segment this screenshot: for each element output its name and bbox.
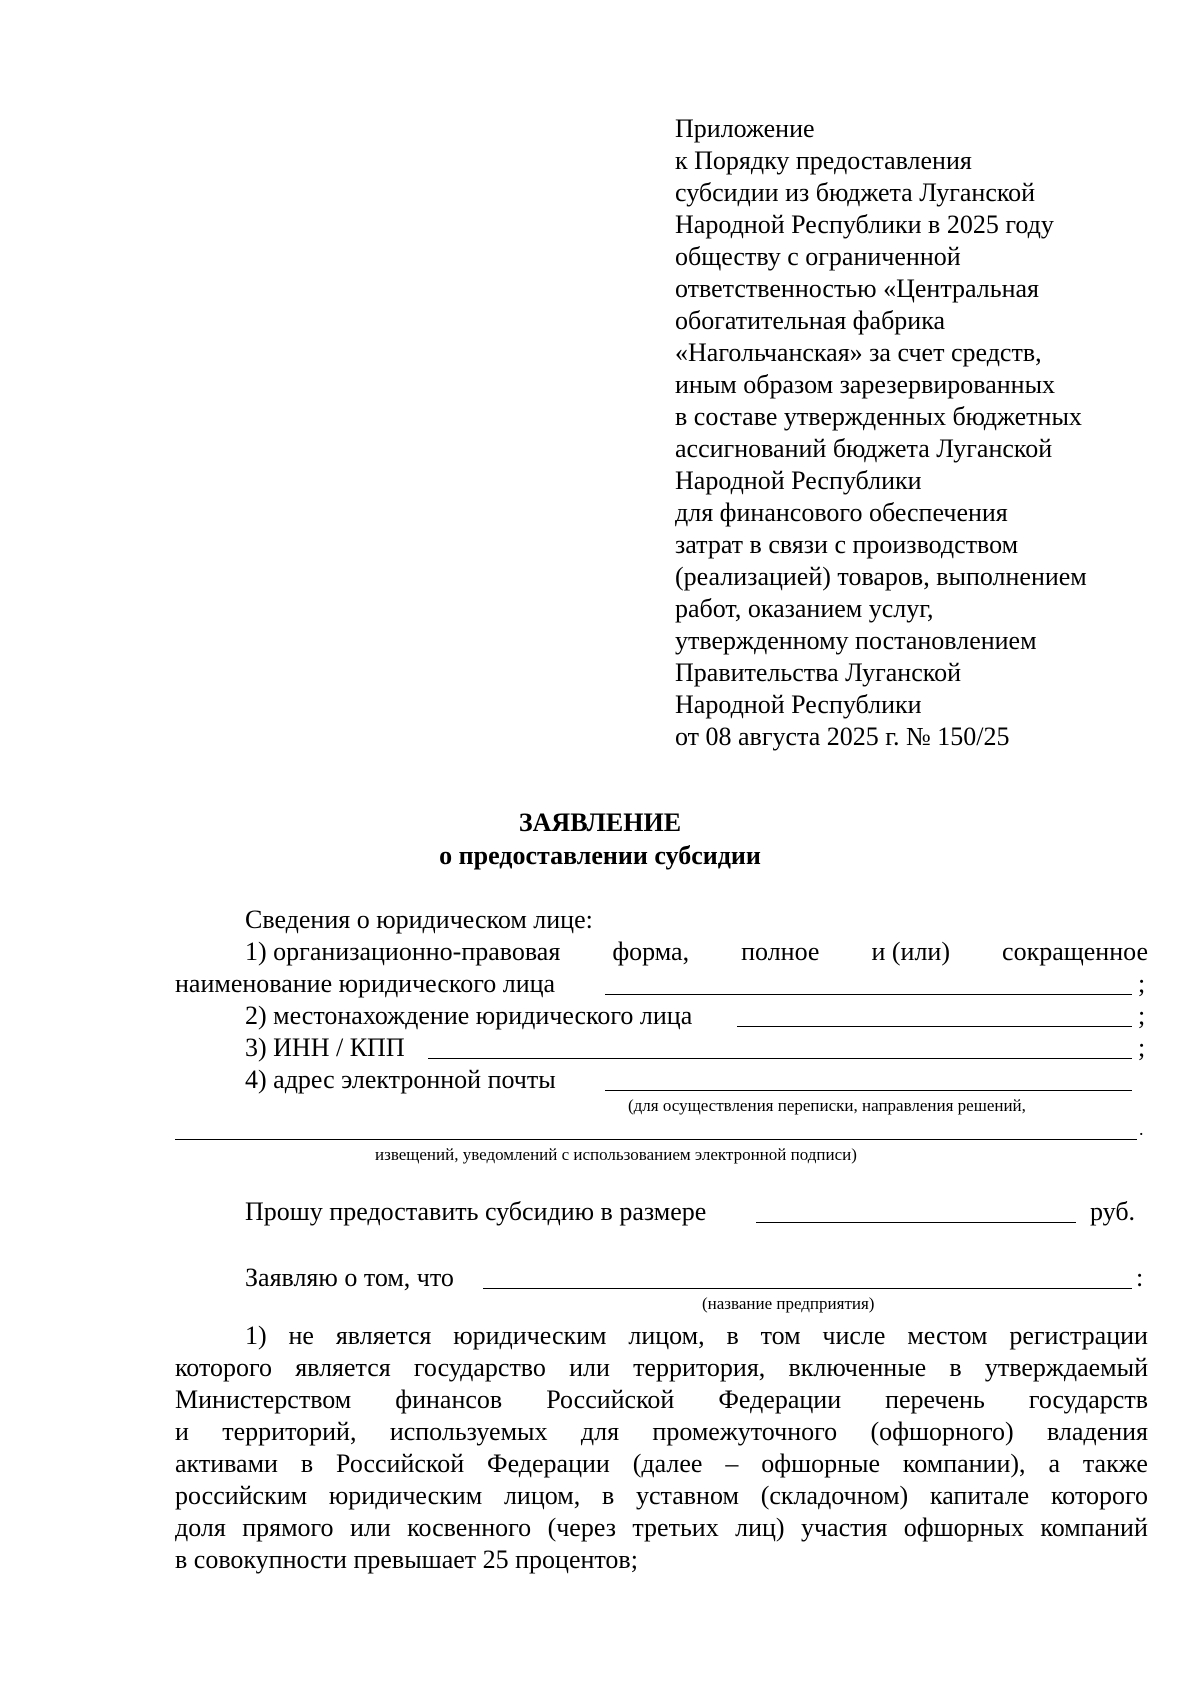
item4-label: 4) адрес электронной почты [245, 1065, 556, 1094]
appendix-line: Народной Республики в 2025 году [675, 210, 1054, 239]
entity-name-field[interactable] [605, 994, 1132, 995]
inn-kpp-field[interactable] [428, 1058, 1132, 1059]
appendix-line: от 08 августа 2025 г. № 150/25 [675, 722, 1010, 751]
appendix-line: Народной Республики [675, 466, 922, 495]
item2-label: 2) местонахождение юридического лица [245, 1001, 693, 1030]
period: . [1139, 1119, 1144, 1139]
document-subtitle: о предоставлении субсидии [439, 841, 761, 870]
semicolon: ; [1138, 969, 1146, 998]
subsidy-amount-field[interactable] [756, 1222, 1076, 1223]
appendix-line: к Порядку предоставления [675, 146, 972, 175]
company-name-field[interactable] [483, 1288, 1132, 1289]
paragraph-line: в совокупности превышает 25 процентов; [175, 1545, 638, 1574]
company-name-note: (название предприятия) [702, 1294, 875, 1313]
item3-label: 3) ИНН / КПП [245, 1033, 405, 1062]
appendix-line: ответственностью «Центральная [675, 274, 1040, 303]
currency-unit: руб. [1090, 1197, 1136, 1226]
item1-word: форма, [612, 937, 690, 966]
item1-word: сокращенное [1002, 937, 1148, 966]
appendix-block [675, 113, 1175, 753]
appendix-line: затрат в связи с производством [675, 530, 1019, 559]
semicolon: ; [1138, 1001, 1146, 1030]
appendix-line: обогатительная фабрика [675, 306, 945, 335]
item1-row [245, 936, 1148, 968]
paragraph-line: и территорий, используемых для промежуточного (офшорного) владения [175, 1417, 1148, 1446]
colon: : [1136, 1263, 1144, 1292]
appendix-line: для финансового обеспечения [675, 498, 1008, 527]
paragraph-line: активами в Российской Федерации (далее – офшорные компании), а также [175, 1449, 1148, 1478]
paragraph-line: доля прямого или косвенного (через третьих лиц) участия офшорных компаний [175, 1513, 1148, 1542]
location-field[interactable] [737, 1026, 1132, 1027]
appendix-line: в составе утвержденных бюджетных [675, 402, 1082, 431]
email-field[interactable] [605, 1090, 1132, 1091]
paragraph-line: Министерством финансов Российской Федерации перечень государств [175, 1385, 1148, 1414]
email-note-2: извещений, уведомлений с использованием электронной подписи) [375, 1145, 857, 1164]
appendix-line: иным образом зарезервированных [675, 370, 1056, 399]
paragraph-line: которого является государство или территория, включенные в утверждаемый [175, 1353, 1148, 1382]
item1-word: полное [741, 937, 820, 966]
document-title: ЗАЯВЛЕНИЕ [518, 808, 682, 837]
appendix-line: «Нагольчанская» за счет средств, [675, 338, 1042, 367]
appendix-line: ассигнований бюджета Луганской [675, 434, 1053, 463]
declaration-point-1 [175, 1320, 1148, 1576]
appendix-line: субсидии из бюджета Луганской [675, 178, 1036, 207]
appendix-line: работ, оказанием услуг, [675, 594, 934, 623]
item1-word: 1) организационно-правовая [245, 937, 561, 966]
legal-entity-intro: Сведения о юридическом лице: [245, 905, 593, 934]
appendix-line: Народной Республики [675, 690, 922, 719]
request-text: Прошу предоставить субсидию в размере [245, 1197, 707, 1226]
paragraph-line: 1) не является юридическим лицом, в том числе местом регистрации [245, 1321, 1148, 1350]
appendix-line: обществу с ограниченной [675, 242, 961, 271]
item1-word: и (или) [871, 937, 951, 966]
item1-continuation: наименование юридического лица [175, 969, 556, 998]
appendix-line: (реализацией) товаров, выполнением [675, 562, 1087, 591]
email-field-continuation[interactable] [175, 1139, 1137, 1140]
semicolon: ; [1138, 1033, 1146, 1062]
appendix-line: Правительства Луганской [675, 658, 961, 687]
email-note-1: (для осуществления переписки, направления решений, [628, 1096, 1026, 1115]
appendix-line: Приложение [675, 114, 815, 143]
appendix-line: утвержденному постановлением [675, 626, 1037, 655]
declaration-text: Заявляю о том, что [245, 1263, 454, 1292]
paragraph-line: российским юридическим лицом, в уставном (складочном) капитале которого [175, 1481, 1148, 1510]
